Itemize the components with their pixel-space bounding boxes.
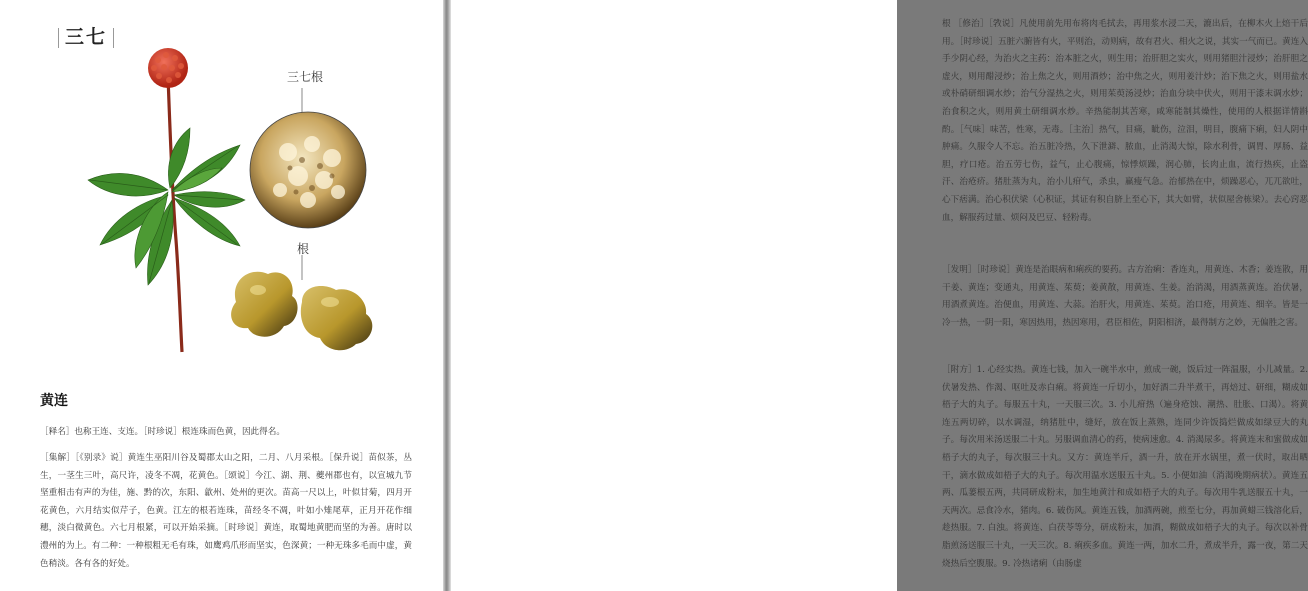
book-gutter	[443, 0, 451, 591]
root-magnified-circle	[250, 112, 366, 228]
fufang-paragraph: ［附方］1. 心经实热。黄连七钱，加入一碗半水中，煎成一碗，饭后过一阵温服，小儿减量。2. 伏暑发热、作渴、呕吐及赤白痢。将黄连一斤切小，加好酒二升半煮干，再焙过、研细，糊成如梧子大的丸子。每服五十丸，一天服三次。3. 小儿疳热（遍身疮蚀、潮热、肚胀、口渴）。将黄连五两切碎，以水调湿，纳猪肚中，缝好，放在饭上蒸熟，连同少许饭捣烂做成如绿豆大的丸子。每次用米汤送服二十丸。另服调血清心的药，使病速愈。4. 消渴尿多。将黄连末和蜜做成如梧子大的丸子，每次服三十丸。又方：黄连半斤，酒一升，放在开水锅里，煮一伏时，取出晒干，滴水做成如梧子大的丸子。每次用温水送服五十丸。5. 小便如油（消渴晚期病状）。黄连五两、瓜蒌根五两，共同研成粉末，加生地黄汁和成如梧子大的丸子。每次用牛乳送服五十丸，一天两次。忌食冷水，猪肉。6. 破伤风。黄连五钱，加酒两碗，煎至七分，再加黄蜡三钱溶化后，趁热服。7. 白浊。将黄连、白茯苓等分，研成粉末，加酒，糊做成如梧子大的丸子。每次以补骨脂煎汤送服三十丸，一天三次。8. 痢疾多血。黄连一两，加水二升，煮成半升，露一夜，第二天烧热后空腹服。9. 冷热诸痢（由肠虚	[942, 365, 1308, 569]
jijie-paragraph: ［集解］［《别录》说］黄连生巫阳川谷及蜀郡太山之阳，二月、八月采根。［保升说］苗似茶，丛生，一茎生三叶，高尺许，凌冬不凋，花黄色。［颂说］今江、湖、荆、夔州郡也有，以宣城九节坚重相击有声的为佳，施、黔的次，东阳、歙州、处州的更次。苗高一尺以上，叶似甘菊，四月开花黄色，六月结实似芹子，色黄。江左的根若连珠，苗经冬不凋，叶如小雉尾草，正月开花作细穗，淡白微黄色。六七月根紧，可以开始采摘。［时珍说］黄连，取蜀地黄肥而坚的为善。唐时以澧州的为上。有二种：一种根粗无毛有珠，如鹰鸡爪形而坚实，色深黄；一种无珠多毛而中虚，黄色稍淡。各有各的好处。	[40, 453, 412, 569]
root-processing-paragraph: 根 ［修治］［敩说］凡使用前先用布将肉毛拭去，再用浆水浸二天，漉出后，在柳木火上焙干后用。［时珍说］五脏六腑皆有火，平则治，动则病，故有君火、相火之说，其实一气而已。黄连入手少阴心经，为治火之主药：治本脏之火，则生用；治肝胆之实火，则用猪胆汁浸炒；治肝胆之虚火，则用醋浸炒；治上焦之火，则用酒炒；治中焦之火，则用姜汁炒；治下焦之火，则用盐水或朴硝研细调水炒；治气分湿热之火，则用茱萸汤浸炒；治血分块中伏火，则用干漆末调水炒；治食积之火，则用黄土研细调水炒。辛热能制其苦寒，咸寒能制其燥性，使用的人根据详情斟酌。［气味］味苦，性寒，无毒。［主治］热气，目痛，眦伤，泣泪，明目，腹痛下痢，妇人阴中肿痛。久服令人不忘。治五脏冷热，久下泄澼、脓血，止消渴大惊，除水利骨，调胃、厚肠、益胆，疗口疮。治五劳七伤，益气，止心腹痛，惊悸烦躁，润心肺，长肉止血，流行热疾，止盗汗、治疮疥。猪肚蒸为丸，治小儿疳气，杀虫，羸瘦气急。治郁热在中，烦躁恶心，兀兀欲吐，心下痞满。治心积伏梁（心积证，其证有积自脐上至心下，其大如臂，状似屋舍栋梁）。去心窍恶血，解服药过量、烦闷及巴豆、轻粉毒。	[942, 19, 1308, 223]
label-root: 根	[297, 242, 310, 256]
berry-cluster	[148, 48, 188, 88]
plant-leaves	[88, 128, 245, 285]
root-specimens	[231, 272, 372, 351]
shiming-paragraph: ［释名］也称王连、支连。［时珍说］根连珠而色黄，因此得名。	[40, 427, 285, 437]
faming-paragraph: ［发明］［时珍说］黄连是治眼病和痢疾的要药。古方治痢：香连丸，用黄连、木香；姜连散，用干姜、黄连；变通丸，用黄连、茱萸；姜黄散，用黄连、生姜。治消渴，用酒蒸黄连。治伏暑，用酒煮黄连。治便血，用黄连、大蒜。治肝火，用黄连、茱萸。治口疮，用黄连、细辛。皆是一冷一热，一阴一阳，寒因热用，热因寒用，君臣相佐，阴阳相济，最得制方之妙，无偏胜之害。	[942, 265, 1308, 328]
chapter-title-text: 三七	[65, 26, 108, 48]
label-sanqi-root: 三七根	[287, 70, 324, 84]
right-page	[451, 0, 1308, 591]
herb-title: 黄连	[40, 393, 68, 409]
left-page	[0, 0, 443, 591]
sanqi-illustration	[40, 40, 400, 360]
